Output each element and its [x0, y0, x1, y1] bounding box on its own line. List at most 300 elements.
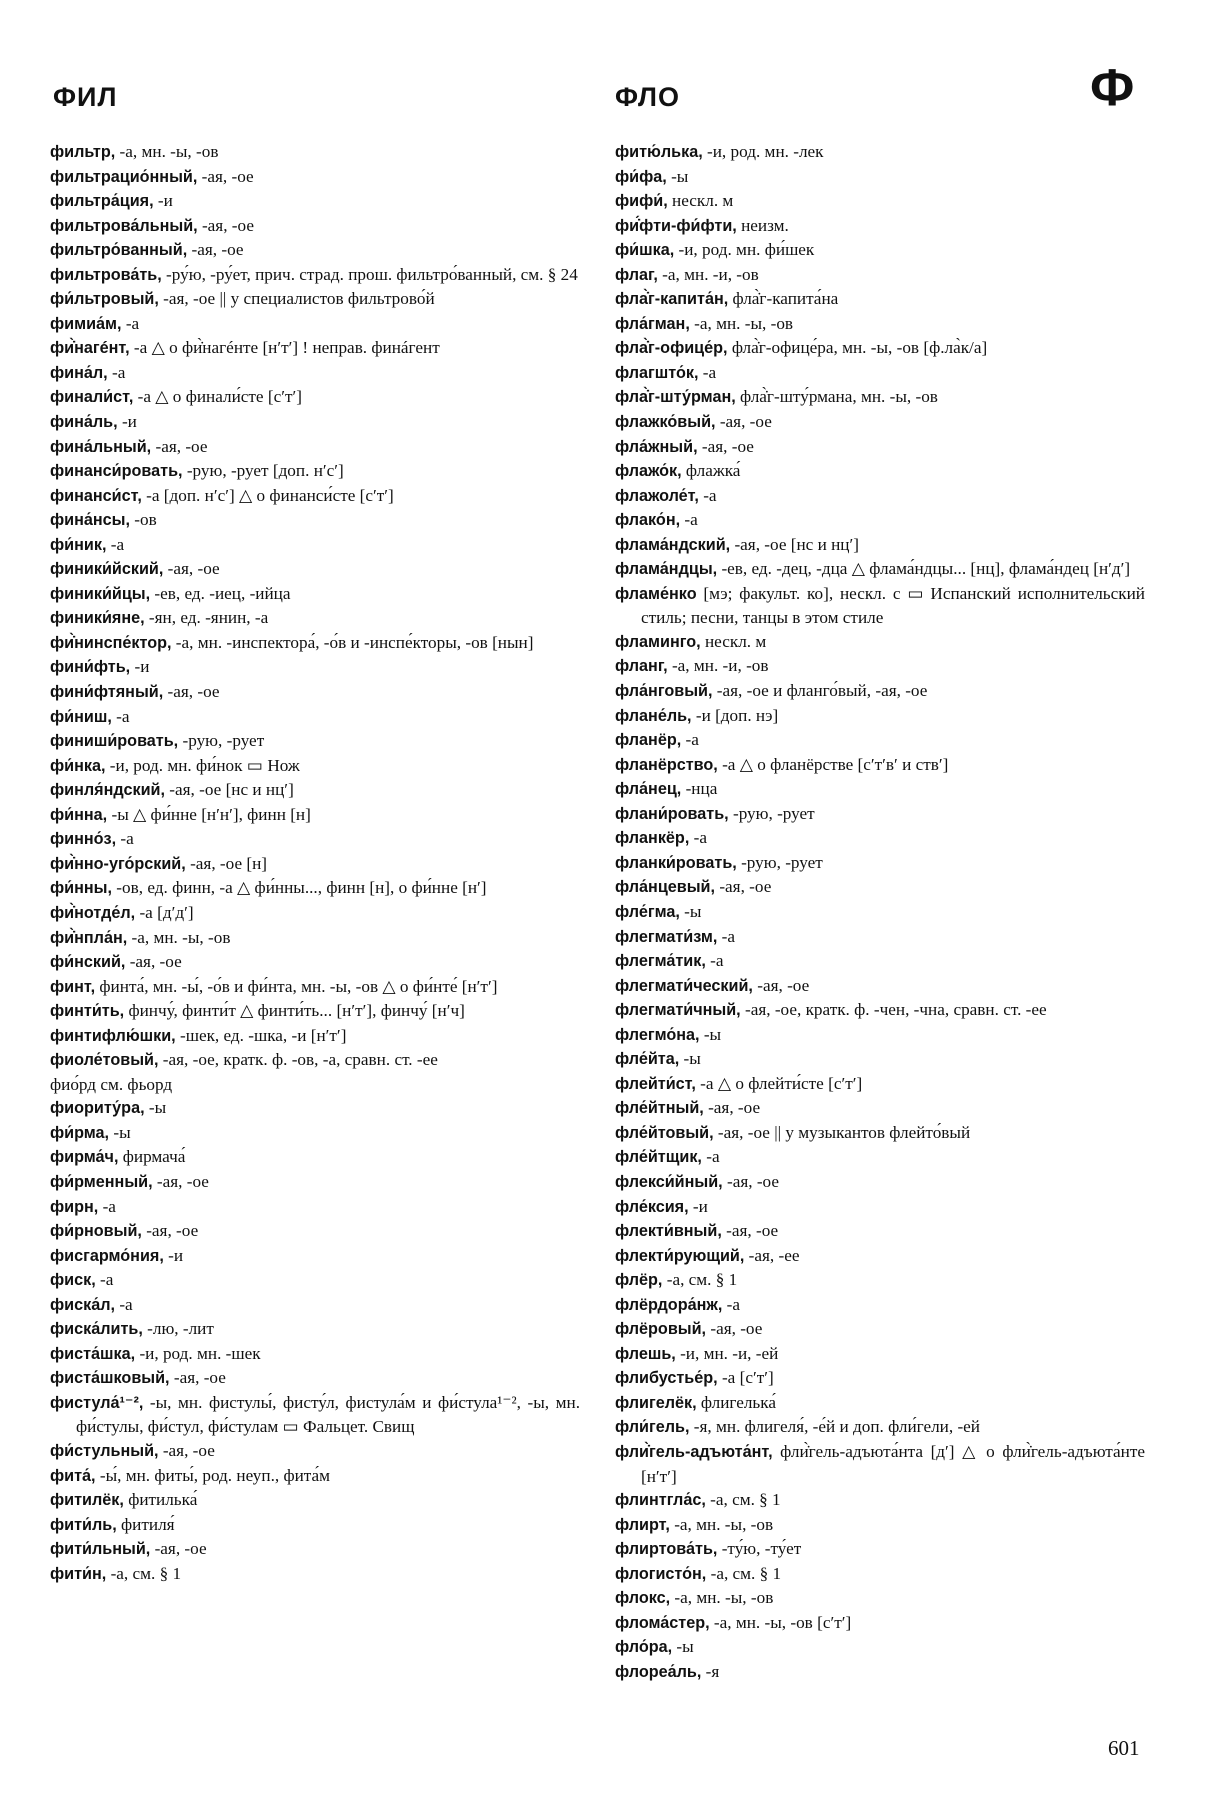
- entry-headword: фла̇̀г-шту́рман,: [615, 388, 736, 407]
- entry-headword: фи́рменный,: [50, 1172, 153, 1191]
- dictionary-entry: [50, 1024, 580, 1049]
- entry-definition: -шек, ед. -шка, -и [нʹтʹ]: [175, 1025, 347, 1045]
- entry-definition: -а: [717, 926, 735, 946]
- entry-headword: фи́ник,: [50, 535, 107, 554]
- entry-definition: -я: [701, 1661, 720, 1681]
- entry-headword: флама́ндский,: [615, 535, 731, 554]
- entry-headword: фиоле́товый,: [50, 1051, 159, 1070]
- dictionary-entry: [615, 1244, 1145, 1269]
- entry-definition: -а, см. § 1: [706, 1563, 782, 1583]
- entry-definition: -ы △ фи́нне [нʹнʹ], финн [н]: [107, 804, 311, 824]
- entry-definition: -рую, -рует: [728, 803, 815, 823]
- entry-definition: -ая, -ое: [697, 436, 754, 456]
- dictionary-entry: [50, 140, 580, 165]
- entry-headword: фи́шка,: [615, 241, 675, 260]
- entry-definition: -а △ о флейти́сте [сʹтʹ]: [695, 1073, 863, 1093]
- dictionary-entry: [50, 926, 580, 951]
- dictionary-entry: [50, 508, 580, 533]
- entry-definition: -ая, -ое: [715, 412, 772, 432]
- entry-definition: -а [дʹдʹ]: [135, 902, 194, 922]
- entry-definition: -а: [111, 706, 130, 726]
- dictionary-entry: [50, 1317, 580, 1342]
- entry-headword: флегмо́на,: [615, 1025, 700, 1044]
- entry-definition: -и, род. мн. фи́шек: [674, 240, 815, 260]
- dictionary-entry: [615, 238, 1145, 263]
- entry-headword: фи́фа,: [615, 167, 667, 186]
- dictionary-entry: [50, 1391, 580, 1439]
- entry-headword: фланёрство,: [615, 755, 718, 774]
- entry-definition: фирмача́: [118, 1147, 186, 1167]
- dictionary-entry: [615, 508, 1145, 533]
- entry-definition: -ая, -ее: [744, 1245, 800, 1265]
- dictionary-entry: [615, 435, 1145, 460]
- entry-definition: -ая, -ое: [150, 1539, 207, 1559]
- entry-definition: -лю, -лит: [142, 1319, 214, 1339]
- entry-definition: -я, мн. флигеля́, -е́й и доп. фли́гели, -ей: [689, 1417, 981, 1437]
- entry-headword: флако́н,: [615, 511, 681, 530]
- dictionary-entry: [615, 1488, 1145, 1513]
- entry-headword: флёровый,: [615, 1320, 707, 1339]
- dictionary-entry: [50, 1366, 580, 1391]
- entry-headword: фирн,: [50, 1197, 99, 1216]
- entry-headword: фи́ниш,: [50, 707, 112, 726]
- entry-definition: фла̇̀г-офице́ра, мн. -ы, -ов [ф.ла̀к/а]: [727, 338, 988, 358]
- dictionary-entry: [615, 582, 1145, 630]
- entry-headword: флане́ль,: [615, 706, 692, 725]
- entry-headword: флажко́вый,: [615, 413, 716, 432]
- entry-headword: финтифлю́шки,: [50, 1026, 176, 1045]
- entry-headword: фильтра́ция,: [50, 192, 154, 211]
- entry-headword: флажоле́т,: [615, 486, 699, 505]
- entry-headword: флегмати́зм,: [615, 927, 718, 946]
- dictionary-entry: [615, 557, 1145, 582]
- dictionary-entry: [50, 410, 580, 435]
- entry-headword: фисгармо́ния,: [50, 1246, 164, 1265]
- dictionary-entry: [615, 1170, 1145, 1195]
- entry-headword: финт,: [50, 977, 96, 996]
- entry-headword: флегмати́чный,: [615, 1001, 741, 1020]
- entry-headword: флани́ровать,: [615, 804, 729, 823]
- dictionary-entry: [615, 900, 1145, 925]
- entry-definition: -ая, -ое: [152, 1171, 209, 1191]
- dictionary-entry: [50, 1195, 580, 1220]
- dictionary-entry: [615, 654, 1145, 679]
- entry-definition: -ая, -ое: [158, 1440, 215, 1460]
- entry-headword: флореа́ль,: [615, 1662, 702, 1681]
- dictionary-entry: [615, 361, 1145, 386]
- entry-definition: -ян, ед. -янин, -а: [144, 608, 269, 628]
- entry-headword: фле́ксия,: [615, 1197, 689, 1216]
- entry-definition: -а: [121, 313, 140, 333]
- dictionary-entry: [615, 1586, 1145, 1611]
- entry-definition: -ая, -ое: [722, 1171, 779, 1191]
- entry-definition: неизм.: [736, 215, 789, 235]
- dictionary-entry: [615, 189, 1145, 214]
- entry-headword: фли̇̀гель-адъюта́нт,: [615, 1442, 773, 1461]
- entry-definition: -а, см. § 1: [106, 1563, 182, 1583]
- entry-headword: фла̇̀г-капита́н,: [615, 290, 729, 309]
- entry-headword: фи̇́фти-фи́фти,: [615, 216, 737, 235]
- dictionary-entry: [615, 1145, 1145, 1170]
- dictionary-entry: [50, 1121, 580, 1146]
- dictionary-entry: [50, 754, 580, 779]
- dictionary-entry: [615, 1562, 1145, 1587]
- entry-headword: флигелёк,: [615, 1393, 697, 1412]
- entry-definition: -ая, -ое [нс и нцʹ]: [164, 780, 294, 800]
- left-column: [50, 140, 580, 1586]
- entry-headword: фильтр,: [50, 143, 116, 161]
- dictionary-entry: [50, 876, 580, 901]
- entry-definition: -и: [163, 1245, 184, 1265]
- dictionary-entry: [615, 851, 1145, 876]
- entry-headword: фиста́шка,: [50, 1344, 136, 1363]
- dictionary-entry: [50, 827, 580, 852]
- entry-definition: -ы: [679, 1049, 701, 1069]
- dictionary-entry: [615, 802, 1145, 827]
- entry-headword: флиртова́ть,: [615, 1540, 718, 1559]
- dictionary-entry: [50, 1244, 580, 1269]
- entry-headword: фла̇̀г-офице́р,: [615, 339, 728, 358]
- entry-definition: -ы: [679, 901, 702, 921]
- dictionary-entry: [50, 1513, 580, 1538]
- dictionary-entry: [50, 1293, 580, 1318]
- entry-definition: -а: [698, 485, 717, 505]
- entry-definition: -а: [722, 1294, 740, 1314]
- entry-definition: -рую, -рует: [178, 731, 265, 751]
- entry-definition: фио́рд см. фьорд: [50, 1074, 173, 1094]
- entry-headword: фи̇̀нпла́н,: [50, 928, 128, 947]
- entry-definition: -ая, -ое: [163, 682, 220, 702]
- entry-definition: -и: [688, 1196, 708, 1216]
- dictionary-entry: [50, 1464, 580, 1489]
- entry-headword: флегмати́ческий,: [615, 976, 753, 995]
- entry-definition: флигелька́: [696, 1392, 776, 1412]
- dictionary-entry: [615, 1072, 1145, 1097]
- entry-headword: фиск,: [50, 1271, 96, 1290]
- entry-definition: -а: [680, 510, 698, 530]
- entry-definition: фли̇̀гель-адъюта́нта [дʹ] △ о фли̇̀гель-адъюта́нте [нʹтʹ]: [641, 1441, 1145, 1486]
- entry-headword: фле́йтовый,: [615, 1123, 714, 1142]
- entry-headword: финики́яне,: [50, 609, 145, 628]
- entry-definition: -ая, -ое: [752, 975, 810, 995]
- entry-definition: -а △ о фи̇̀нагéнте [нʹтʹ] ! неправ. финáгент: [129, 338, 440, 358]
- entry-headword: фи́нский,: [50, 953, 126, 972]
- entry-headword: флекси́йный,: [615, 1172, 723, 1191]
- entry-definition: -а, мн. -ы, -ов: [127, 927, 231, 947]
- entry-definition: фла̇̀г-шту́рмана, мн. -ы, -ов: [735, 387, 938, 407]
- dictionary-entry: [50, 1268, 580, 1293]
- entry-headword: фла́жный,: [615, 437, 698, 456]
- entry-definition: фла̇̀г-капита́на: [728, 289, 839, 309]
- dictionary-entry: [50, 1219, 580, 1244]
- entry-headword: фле́йтщик,: [615, 1148, 702, 1167]
- right-column: [615, 140, 1145, 1684]
- entry-definition: -нца: [681, 779, 718, 799]
- entry-headword: флейти́ст,: [615, 1074, 696, 1093]
- dictionary-entry: [615, 679, 1145, 704]
- dictionary-entry: [50, 336, 580, 361]
- entry-definition: -ая, -ое: [151, 436, 208, 456]
- entry-definition: -рую, -рует: [736, 852, 823, 872]
- entry-headword: фина́нсы,: [50, 511, 130, 530]
- entry-definition: -ая, -ое: [197, 166, 254, 186]
- entry-definition: -а, мн. -и, -ов: [657, 264, 759, 284]
- entry-definition: -ая, -ое: [163, 559, 220, 579]
- dictionary-entry: [50, 999, 580, 1024]
- entry-definition: -ы́, мн. фиты́, род. неуп., фита́м: [95, 1465, 331, 1485]
- dictionary-entry: [615, 777, 1145, 802]
- entry-headword: фильтрова́ть,: [50, 265, 162, 284]
- entry-headword: фина́л,: [50, 363, 108, 382]
- dictionary-entry: [50, 1048, 580, 1073]
- dictionary-entry: [50, 1537, 580, 1562]
- dictionary-entry: [50, 533, 580, 558]
- entry-headword: фла́нцевый,: [615, 878, 716, 897]
- dictionary-entry: [615, 484, 1145, 509]
- dictionary-entry: [50, 557, 580, 582]
- entry-definition: -а: [701, 1147, 720, 1167]
- dictionary-entry: [615, 312, 1145, 337]
- dictionary-entry: [50, 459, 580, 484]
- entry-headword: фиска́л,: [50, 1295, 116, 1314]
- entry-headword: фита́,: [50, 1466, 96, 1485]
- dictionary-entry: [50, 852, 580, 877]
- dictionary-entry: [615, 140, 1145, 165]
- entry-definition: -и: [117, 412, 137, 432]
- entry-headword: фильтрова́льный,: [50, 216, 198, 235]
- dictionary-entry: [615, 1660, 1145, 1685]
- entry-definition: -ру́ю, -ру́ет, прич. страд. прош. фильтро́ванный, см. § 24: [161, 264, 578, 284]
- dictionary-entry: [615, 1121, 1145, 1146]
- entry-definition: -рую, -рует [доп. нʹсʹ]: [182, 461, 344, 481]
- entry-headword: фини́фть,: [50, 658, 131, 677]
- entry-headword: фити́ль,: [50, 1515, 117, 1534]
- entry-headword: фиста́шковый,: [50, 1369, 170, 1388]
- entry-headword: фи̇̀нинспе́ктор,: [50, 633, 172, 652]
- dictionary-entry: [50, 778, 580, 803]
- entry-headword: фи́рма,: [50, 1123, 110, 1142]
- dictionary-entry: [615, 1047, 1145, 1072]
- entry-definition: -ы: [109, 1122, 131, 1142]
- entry-definition: -ы: [672, 1637, 694, 1657]
- dictionary-entry: [615, 949, 1145, 974]
- entry-headword: флинтгла́с,: [615, 1491, 706, 1510]
- dictionary-entry: [50, 1145, 580, 1170]
- dictionary-entry: [615, 533, 1145, 558]
- entry-definition: -и: [153, 191, 173, 211]
- entry-definition: -ая, -ое: [169, 1368, 226, 1388]
- entry-definition: -ая, -ое: [125, 952, 182, 972]
- entry-headword: флогисто́н,: [615, 1564, 707, 1583]
- entry-headword: фиориту́ра,: [50, 1099, 145, 1118]
- entry-definition: -ая, -ое || у музыкантов флейто́вый: [713, 1122, 971, 1142]
- entry-headword: финно́з,: [50, 830, 117, 849]
- entry-definition: -ая, -ое || у специалистов фильтрово́й: [158, 289, 435, 309]
- entry-definition: финчу́, финти́т △ финти́ть... [нʹтʹ], финчу́ [нʹч]: [124, 1001, 465, 1021]
- dictionary-entry: [615, 630, 1145, 655]
- entry-headword: фиска́лить,: [50, 1320, 143, 1339]
- entry-headword: фи́льтровый,: [50, 290, 159, 309]
- entry-headword: финики́йский,: [50, 560, 164, 579]
- dictionary-entry: [50, 189, 580, 214]
- entry-headword: флажо́к,: [615, 462, 682, 481]
- entry-definition: фитилька́: [123, 1490, 198, 1510]
- dictionary-entry: [50, 435, 580, 460]
- dictionary-entry: [50, 582, 580, 607]
- entry-headword: финики́йцы,: [50, 584, 151, 603]
- dictionary-entry: [615, 998, 1145, 1023]
- entry-headword: фле́йта,: [615, 1050, 680, 1069]
- dictionary-entry: [615, 1219, 1145, 1244]
- entry-definition: -а: [95, 1270, 114, 1290]
- dictionary-entry: [615, 1513, 1145, 1538]
- entry-definition: -ая, -ое [н]: [185, 853, 268, 873]
- dictionary-entry: [615, 287, 1145, 312]
- entry-definition: -а: [115, 1294, 133, 1314]
- entry-headword: финля́ндский,: [50, 781, 165, 800]
- entry-headword: финали́ст,: [50, 388, 134, 407]
- entry-headword: флома́стер,: [615, 1613, 710, 1632]
- entry-definition: -а, мн. -инспектора́, -о́в и -инспе́кторы, -ов [нын]: [171, 632, 534, 652]
- entry-definition: -ы: [144, 1098, 167, 1118]
- entry-definition: -ев, ед. -дец, -дца △ флама́ндцы... [нц], флама́ндец [нʹдʹ]: [717, 559, 1131, 579]
- entry-headword: фла́гман,: [615, 314, 690, 333]
- entry-headword: фло́ра,: [615, 1638, 673, 1657]
- entry-headword: фле́гма,: [615, 902, 680, 921]
- entry-definition: -а △ о финали́сте [сʹтʹ]: [133, 387, 302, 407]
- entry-headword: фланёр,: [615, 731, 682, 750]
- dictionary-entry: [50, 950, 580, 975]
- entry-headword: фланг,: [615, 657, 668, 676]
- dictionary-entry: [50, 1073, 580, 1097]
- entry-definition: -ы, мн. фистулы́, фисту́л, фистула́м и фи́стула¹⁻², -ы, мн. фи́стулы, фи́стул, фи́стулам ▭ Фальцет. Свищ: [76, 1392, 580, 1437]
- dictionary-entry: [615, 1317, 1145, 1342]
- dictionary-entry: [50, 803, 580, 828]
- entry-headword: фи̇̀нно-уго́рский,: [50, 854, 186, 873]
- dictionary-entry: [50, 705, 580, 730]
- entry-definition: -ы: [666, 166, 689, 186]
- entry-headword: флекти́вный,: [615, 1222, 722, 1241]
- entry-definition: -а: [689, 828, 707, 848]
- dictionary-entry: [50, 385, 580, 410]
- dictionary-entry: [615, 1023, 1145, 1048]
- entry-headword: фи̇̀нотде́л,: [50, 903, 136, 922]
- dictionary-entry: [50, 312, 580, 337]
- entry-headword: финанси́ровать,: [50, 462, 183, 481]
- entry-definition: флажка́: [681, 461, 741, 481]
- entry-headword: флёрдора́нж,: [615, 1295, 723, 1314]
- entry-definition: -ая, -ое: [721, 1221, 779, 1241]
- entry-headword: финиши́ровать,: [50, 732, 179, 751]
- dictionary-entry: [50, 361, 580, 386]
- entry-definition: финта́, мн. -ы́, -о́в и фи́нта, мн. -ы, -ов △ о фи́нте́ [нʹтʹ]: [95, 976, 498, 996]
- entry-definition: -и, мн. -и, -ей: [675, 1343, 779, 1363]
- entry-headword: финти́ть,: [50, 1002, 125, 1021]
- entry-headword: фла́нец,: [615, 780, 682, 799]
- dictionary-entry: [615, 385, 1145, 410]
- entry-headword: фле́йтный,: [615, 1099, 704, 1118]
- entry-definition: -и, род. мн. фи́нок ▭ Нож: [105, 755, 300, 775]
- entry-headword: фирма́ч,: [50, 1148, 119, 1167]
- dictionary-entry: [615, 974, 1145, 999]
- entry-definition: -ая, -ое: [715, 877, 772, 897]
- dictionary-entry: [615, 1440, 1145, 1488]
- entry-definition: -а, мн. -ы, -ов: [669, 1514, 774, 1534]
- dictionary-entry: [615, 263, 1145, 288]
- entry-headword: фи́нна,: [50, 805, 108, 824]
- dictionary-entry: [50, 729, 580, 754]
- entry-definition: -а, см. § 1: [705, 1490, 781, 1510]
- dictionary-entry: [615, 1415, 1145, 1440]
- dictionary-entry: [50, 263, 580, 288]
- entry-definition: -а: [681, 730, 699, 750]
- section-letter: Ф: [1090, 59, 1135, 117]
- dictionary-entry: [615, 214, 1145, 239]
- entry-definition: -а, мн. -и, -ов: [667, 656, 769, 676]
- entry-definition: -ая, -ое: [141, 1221, 199, 1241]
- entry-headword: фити́льный,: [50, 1540, 151, 1559]
- entry-definition: -а: [705, 951, 724, 971]
- entry-headword: фланки́ровать,: [615, 853, 737, 872]
- dictionary-entry: [50, 680, 580, 705]
- entry-definition: -и, род. мн. -шек: [135, 1343, 261, 1363]
- entry-definition: фитиля́: [116, 1514, 175, 1534]
- entry-headword: фити́н,: [50, 1564, 107, 1583]
- dictionary-entry: [50, 214, 580, 239]
- dictionary-entry: [50, 484, 580, 509]
- dictionary-entry: [50, 606, 580, 631]
- entry-definition: -ая, -ое: [703, 1098, 761, 1118]
- dictionary-entry: [615, 925, 1145, 950]
- dictionary-entry: [615, 410, 1145, 435]
- entry-definition: -ая, -ое [нс и нцʹ]: [730, 534, 859, 554]
- entry-headword: фи́стульный,: [50, 1441, 159, 1460]
- left-running-head: ФИЛ: [53, 82, 118, 112]
- entry-headword: фламе́нко: [615, 584, 697, 603]
- dictionary-entry: [615, 459, 1145, 484]
- entry-definition: -а: [698, 362, 717, 382]
- dictionary-entry: [615, 1096, 1145, 1121]
- entry-headword: финанси́ст,: [50, 486, 142, 505]
- dictionary-entry: [50, 631, 580, 656]
- entry-definition: -ая, -ое, кратк. ф. -чен, -чна, сравн. ст. -ее: [740, 1000, 1047, 1020]
- dictionary-entry: [50, 975, 580, 1000]
- dictionary-entry: [615, 1635, 1145, 1660]
- entry-headword: фланкёр,: [615, 829, 690, 848]
- entry-definition: -а: [107, 362, 126, 382]
- entry-headword: фламинго,: [615, 632, 701, 651]
- entry-definition: -а: [98, 1196, 116, 1216]
- entry-definition: -а △ о фланёрстве [сʹтʹвʹ и ствʹ]: [717, 754, 949, 774]
- entry-headword: фли́гель,: [615, 1418, 690, 1437]
- entry-definition: -а, мн. -ы, -ов: [115, 142, 219, 161]
- entry-headword: флёр,: [615, 1271, 663, 1290]
- entry-definition: -ая, -ое и фланго́вый, -ая, -ое: [712, 681, 928, 701]
- entry-definition: -ая, -ое: [706, 1319, 763, 1339]
- dictionary-entry: [615, 1366, 1145, 1391]
- entry-definition: -а, мн. -ы, -ов: [670, 1588, 774, 1608]
- dictionary-entry: [615, 1537, 1145, 1562]
- dictionary-entry: [615, 826, 1145, 851]
- entry-headword: флибустье́р,: [615, 1369, 718, 1388]
- dictionary-entry: [50, 655, 580, 680]
- entry-definition: -ы: [699, 1024, 722, 1044]
- entry-definition: -а [доп. нʹсʹ] △ о финанси́сте [сʹтʹ]: [141, 485, 394, 505]
- entry-headword: фини́фтяный,: [50, 683, 164, 702]
- dictionary-entry: [50, 287, 580, 312]
- entry-headword: фина́льный,: [50, 437, 152, 456]
- dictionary-entry: [50, 1170, 580, 1195]
